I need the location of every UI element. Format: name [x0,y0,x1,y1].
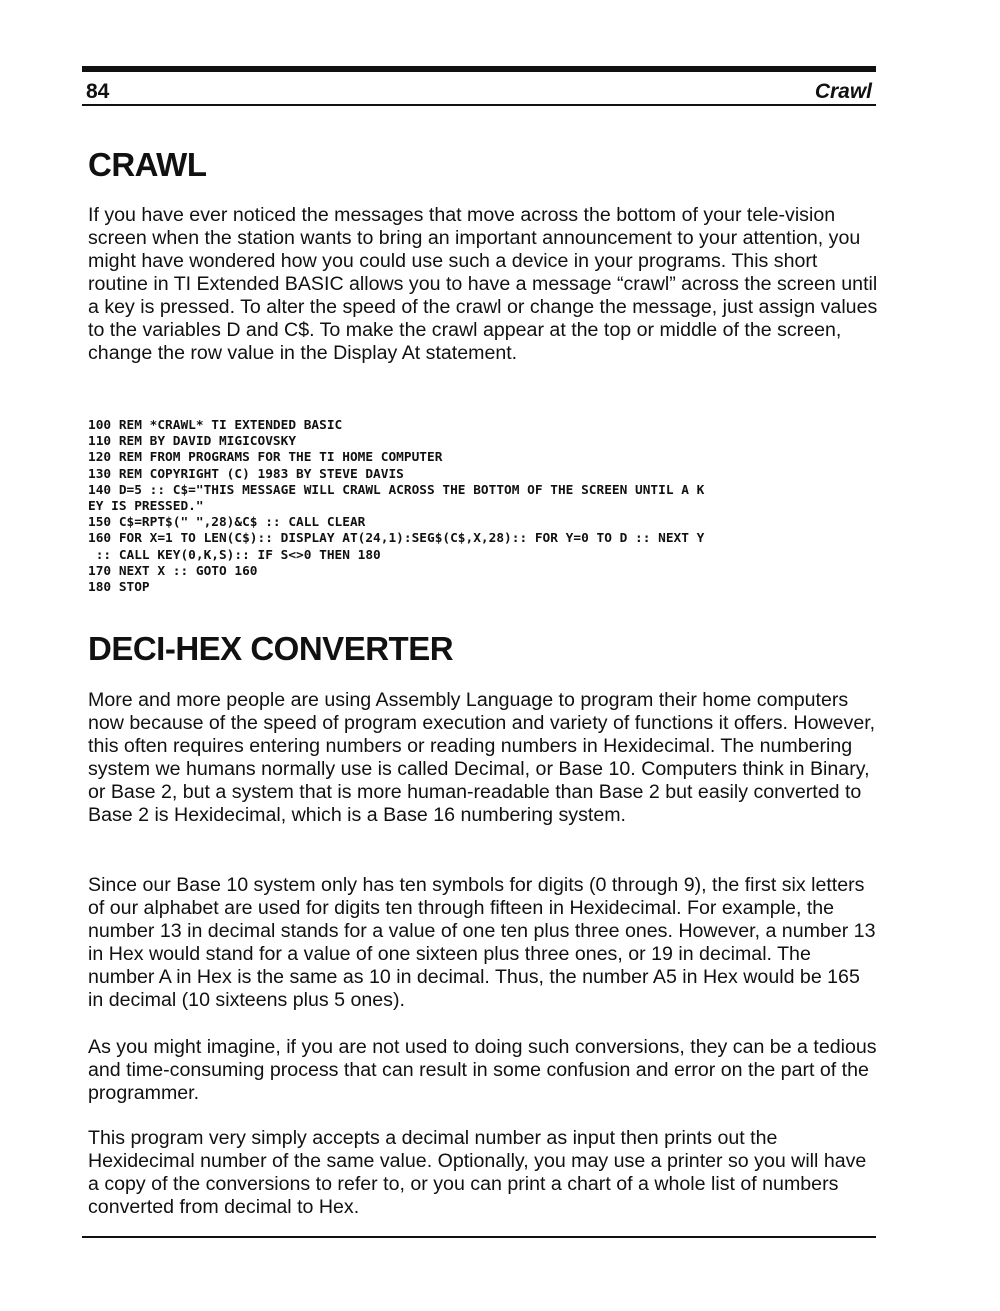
footer-rule [82,1236,876,1238]
code-line: 150 C$=RPT$(" ",28)&C$ :: CALL CLEAR [88,515,366,531]
header-rule [82,104,876,106]
running-header [86,76,872,104]
deci-hex-paragraph-1: More and more people are using Assembly Language to program their home computers now because of the speed of program execution and variety of functions it offers. However, this often requires entering numbers or reading numbers in Hexidecimal. The numbering system we humans normally use is called Decimal, or Base 10. Computers think in Binary, or Base 2, but a system that is more human-readable than Base 2 but easily converted to Base 2 is Hexidecimal, which is a Base 16 numbering system. [88,689,876,826]
crawl-intro-paragraph: If you have ever noticed the messages that move across the bottom of your tele-vision screen when the station wants to bring an important announcement to your attention, you might have wondered how you could use such a device in your programs. This short routine in TI Extended BASIC allows you to have a message “crawl” across the screen until a key is pressed. To alter the speed of the crawl or change the message, just assign values to the variables D and C$. To make the crawl appear at the top or middle of the screen, change the row value in the Display At statement. [88,204,878,364]
deci-hex-paragraph-3: As you might imagine, if you are not used to doing such conversions, they can be a tedious and time-consuming process that can result in some confusion and error on the part of the programmer. [88,1036,877,1104]
page-number: 84 [86,80,110,103]
code-line: EY IS PRESSED." [88,499,204,514]
code-line: 110 REM BY DAVID MIGICOVSKY [88,434,297,450]
code-line: 170 NEXT X :: GOTO 160 [88,563,258,579]
code-line: 120 REM FROM PROGRAMS FOR THE TI HOME COMPUTER [88,450,443,466]
deci-hex-paragraph-2: Since our Base 10 system only has ten symbols for digits (0 through 9), the first six letters of our alphabet are used for digits ten through fifteen in Hexidecimal. For example, the number 13 in decimal stands for a value of one ten plus three ones. However, a number 13 in Hex would stand for a value of one sixteen plus three ones, or 19 in decimal. The number A in Hex is the same as 10 in decimal. Thus, the number A5 in Hex would be 165 in decimal (10 sixteens plus 5 ones). [88,874,876,1011]
section-heading-deci-hex: DECI-HEX CONVERTER [88,630,454,667]
running-title: Crawl [814,80,872,103]
deci-hex-paragraph-4: This program very simply accepts a decimal number as input then prints out the Hexidecimal number of the same value. Optionally, you may use a printer so you will have a copy of the conversions to refer to, or you can print a chart of a whole list of numbers converted from decimal to Hex. [88,1127,867,1218]
code-line: 140 D=5 :: C$="THIS MESSAGE WILL CRAWL ACROSS THE BOTTOM OF THE SCREEN UNTIL A K [88,482,705,498]
code-line: 130 REM COPYRIGHT (C) 1983 BY STEVE DAVIS [88,466,404,482]
code-line: 160 FOR X=1 TO LEN(C$):: DISPLAY AT(24,1):SEG$(C$,X,28):: FOR Y=0 TO D :: NEXT Y [88,531,705,547]
code-line: :: CALL KEY(0,K,S):: IF S<>0 THEN 180 [88,547,381,563]
code-line: 180 STOP [88,580,150,595]
header-rule-thick [82,66,876,72]
section-heading-crawl: CRAWL [88,146,207,183]
code-line: 100 REM *CRAWL* TI EXTENDED BASIC [88,418,343,433]
